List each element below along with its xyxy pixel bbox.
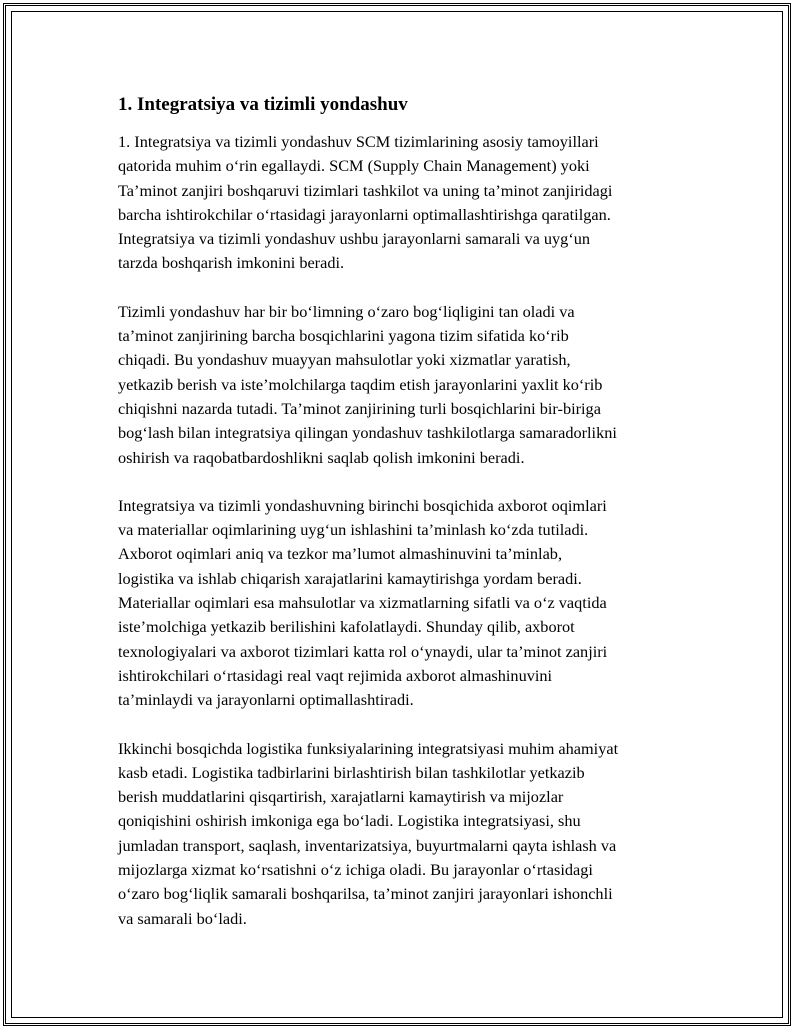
section-heading: 1. Integratsiya va tizimli yondashuv xyxy=(118,94,408,115)
document-body xyxy=(118,92,688,955)
paragraph-intro: 1. Integratsiya va tizimli yondashuv SCM tizimlarining asosiy tamoyillari qatorida muhim o‘rin egallaydi. SCM (Supply Chain Management) yoki Ta’minot zanjiri boshqaruvi tizimlari tashkilot va uning ta’minot zanjiridagi barcha ishtirokchilar o‘rtasidagi jarayonlarni optimallashtirishga qaratilgan. Integratsiya va tizimli yondashuv ushbu jarayonlarni samarali va uyg‘un tarzda boshqarish imkonini beradi. xyxy=(118,132,613,273)
paragraph-second-stage: Ikkinchi bosqichda logistika funksiyalarining integratsiyasi muhim ahamiyat kasb etadi. Logistika tadbirlarini birlashtirish bilan tashkilotlar yetkazib berish muddatlarini qisqartirish, xarajatlarni kamaytirish va mijozlar qoniqishini oshirish imkoniga ega bo‘ladi. Logistika integratsiyasi, shu jumladan transport, saqlash, inventarizatsiya, buyurtmalarni qayta ishlash va mijozlarga xizmat ko‘rsatishni o‘z ichiga oladi. Bu jarayonlar o‘rtasidagi o‘zaro bog‘liqlik samarali boshqarilsa, ta’minot zanjiri jarayonlari ishonchli va samarali bo‘ladi. xyxy=(118,738,619,928)
paragraph-systems-approach: Tizimli yondashuv har bir bo‘limning o‘zaro bog‘liqligini tan oladi va ta’minot zanjirining barcha bosqichlarini yagona tizim sifatida ko‘rib chiqadi. Bu yondashuv muayyan mahsulotlar yoki xizmatlar yaratish, yetkazib berish va iste’molchilarga taqdim etish jarayonlarini yaxlit ko‘rib chiqishni nazarda tutadi. Ta’minot zanjirining turli bosqichlarini bir-biriga bog‘lash bilan integratsiya qilingan yondashuv tashkilotlarga samaradorlikni oshirish va raqobatbardoshlikni saqlab qolish imkonini beradi. xyxy=(118,301,617,467)
paragraph-first-stage: Integratsiya va tizimli yondashuvning birinchi bosqichida axborot oqimlari va materiallar oqimlarining uyg‘un ishlashini ta’minlash ko‘zda tutiladi. Axborot oqimlari aniq va tezkor ma’lumot almashinuvini ta’minlab, logistika va ishlab chiqarish xarajatlarini kamaytirishga yordam beradi. Materiallar oqimlari esa mahsulotlar va xizmatlarning sifatli va o‘z vaqtida iste’molchiga yetkazib berilishini kafolatlaydi. Shunday qilib, axborot texnologiyalari va axborot tizimlari katta rol o‘ynaydi, ular ta’minot zanjiri ishtirokchilari o‘rtasidagi real vaqt rejimida axborot almashinuvini ta’minlaydi va jarayonlarni optimallashtiradi. xyxy=(118,495,608,710)
